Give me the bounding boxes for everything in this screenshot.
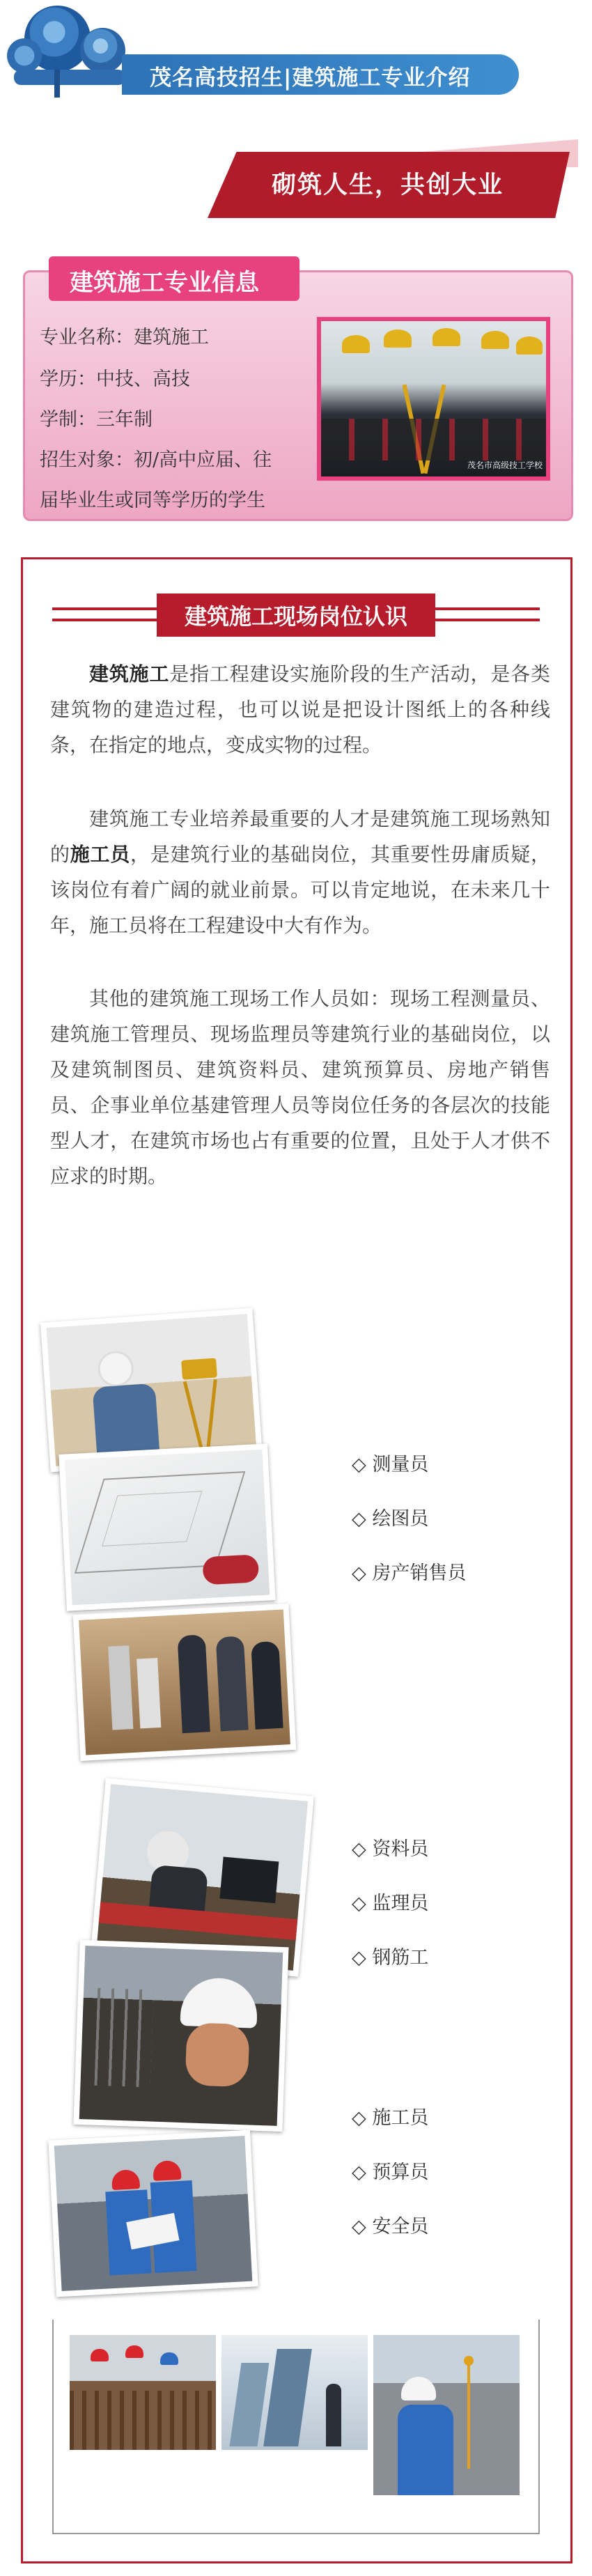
major-info-title: 建筑施工专业信息 [70,269,259,297]
slogan-text: 砌筑人生，共创大业 [272,171,504,199]
photo-watermark: 茂名市高级技工学校 [467,460,543,470]
job-safety-officer: ◇ 安全员 [352,2216,429,2237]
photo-city-skyline [221,2335,368,2450]
paragraph-construction-worker: 建筑施工专业培养最重要的人才是建筑施工现场熟知的施工员，是建筑行业的基础岗位，其重要性毋庸质疑，该岗位有着广阔的就业前景。可以肯定地说，在未来几十年，施工员将在工程建设中大有作为。 [50,807,550,937]
students-surveying-photo [317,317,550,481]
section-title: 建筑施工现场岗位认识 [184,603,407,630]
page-title: 茂名高技招生|建筑施工专业介绍 [150,65,471,91]
job-construction-worker: ◇ 施工员 [352,2107,429,2129]
info-major-name: 专业名称：建筑施工 [40,327,209,348]
info-education: 学历：中技、高技 [40,368,190,390]
photo-real-estate-sales [73,1604,297,1761]
job-documentation-clerk: ◇ 资料员 [352,1838,429,1860]
photo-rebar-site [70,2335,216,2450]
job-real-estate-sales: ◇ 房产销售员 [352,1562,467,1584]
paragraph-other-positions: 其他的建筑施工现场工作人员如：现场工程测量员、建筑施工管理员、现场监理员等建筑行业的基础岗位，以及建筑制图员、建筑资料员、建筑预算员、房地产销售员、企事业单位基建管理人员等岗位任务的各层次的技能型人才，在建筑市场也占有重要的位置，且处于人才供不应求的时期。 [50,987,550,1188]
term-construction: 建筑施工 [89,662,170,685]
paragraph-construction-definition: 建筑施工是指工程建设实施阶段的生产活动，是各类建筑物的建造过程，也可以说是把设计图纸上的各种线条，在指定的地点，变成实物的过程。 [50,662,550,756]
info-target-line2: 届毕业生或同等学历的学生 [40,490,265,511]
job-surveyor: ◇ 测量员 [352,1454,429,1475]
term-construction-worker: 施工员 [70,843,130,866]
job-draftsman: ◇ 绘图员 [352,1508,429,1530]
photo-surveyor-field [373,2335,520,2495]
photo-safety-officers [48,2130,258,2297]
photo-supervisor-helmet [73,1940,288,2132]
job-supervisor: ◇ 监理员 [352,1893,429,1914]
info-duration: 学制：三年制 [40,409,153,430]
job-rebar-worker: ◇ 钢筋工 [352,1947,429,1969]
photo-drafting [59,1443,275,1611]
info-target-line1: 招生对象：初/高中应届、往 [40,449,272,471]
job-estimator: ◇ 预算员 [352,2162,429,2183]
